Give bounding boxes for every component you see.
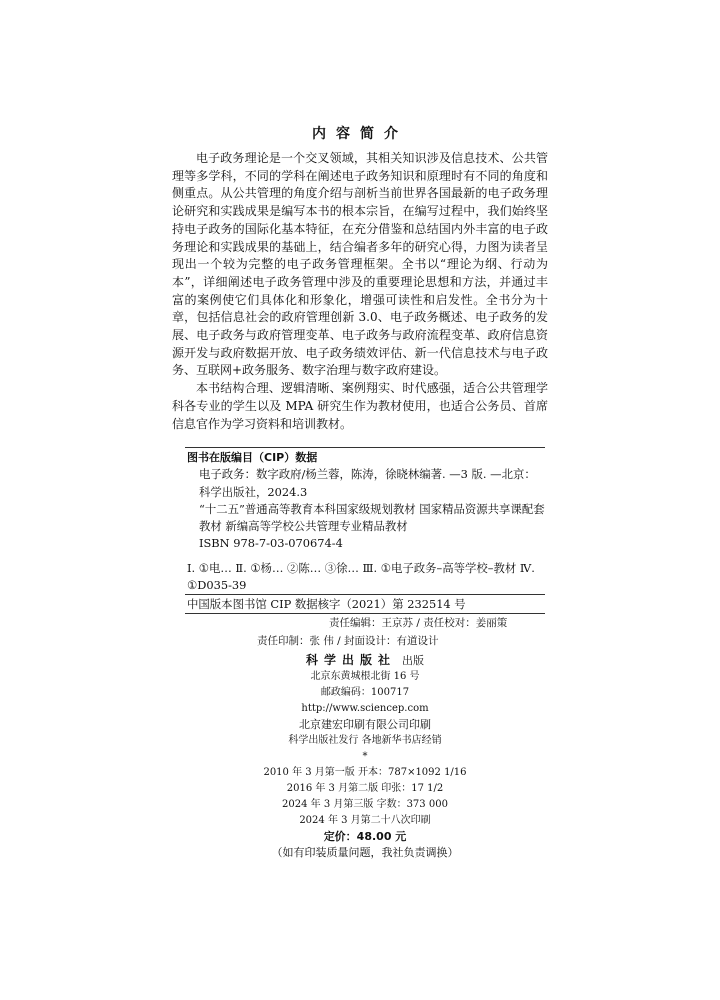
cip-heading: 图书在版编目（CIP）数据: [187, 451, 318, 464]
publisher-name-suffix: 出版: [402, 654, 424, 667]
publisher-block: [185, 652, 545, 861]
quality-note: （如有印装质量问题，我社负责调换）: [271, 846, 459, 859]
cip-core-number-row: [187, 596, 545, 613]
publisher-name-row: [185, 652, 545, 669]
credits: [185, 614, 545, 650]
cip-series: “十二五”普通高等教育本科国家级规划教材 国家精品资源共享课配套教材 新编高等学校公共管理专业精品教材: [199, 501, 545, 534]
cip-middle-rule: [185, 594, 545, 595]
price: 定价：48.00 元: [323, 830, 407, 843]
printer: 北京建宏印刷有限公司印刷: [299, 718, 431, 731]
cip-block: [187, 449, 545, 594]
publisher-postcode: 邮政编码：100717: [320, 687, 410, 698]
separator-star: *: [362, 751, 368, 762]
credits-line-1: 责任编辑：王京苏 / 责任校对：姜丽策: [329, 617, 508, 629]
cip-top-rule: [185, 447, 545, 448]
publisher-address: 北京东黄城根北街 16 号: [310, 671, 420, 682]
edition-line-3: 2024 年 3 月第三版 字数：373 000: [282, 799, 448, 810]
publisher-url: http://www.sciencep.com: [301, 703, 429, 714]
cip-entry: 电子政务：数字政府/杨兰蓉，陈涛，徐晓林编著. —3 版. —北京：科学出版社，2024.3: [199, 467, 536, 499]
distribution: 科学出版社发行 各地新华书店经销: [288, 735, 442, 746]
summary-paragraph-2: 本书结构合理、逻辑清晰、案例翔实、时代感强，适合公共管理学科各专业的学生以及 MPA 研究生作为教材使用，也适合公务员、首席信息官作为学习资料和培训教材。: [172, 381, 548, 431]
edition-line-2: 2016 年 3 月第二版 印张：17 1/2: [286, 783, 444, 794]
credits-line-2: 责任印制：张 伟 / 封面设计：有道设计: [257, 635, 439, 647]
summary-paragraph-1: 电子政务理论是一个交叉领域，其相关知识涉及信息技术、公共管理等多学科，不同的学科在阐述电子政务知识和原理时有不同的角度和侧重点。从公共管理的角度介绍与剖析当前世界各国最新的电子政务理论研究和实践成果是编写本书的根本宗旨，在编写过程中，我们始终坚持电子政务的国际化基本特征，在充分借鉴和总结国内外丰富的电子政务理论和实践成果的基础上，结合编者多年的研究心得，力图为读者呈现出一个较为完整的电子政务管理框架。全书以“理论为纲、行动为本”，详细阐述电子政务管理中涉及的重要理论思想和方法，并通过丰富的案例使它们具体化和形象化，增强可读性和启发性。全书分为十章，包括信息社会的政府管理创新 3.0、电子政务概述、电子政务的发展、电子政务与政府管理变革、电子政务与政府流程变革、政府信息资源开发与政府数据开放、电子政务绩效评估、新一代信息技术与电子政务、互联网+政务服务、数字治理与数字政府建设。: [172, 151, 548, 378]
cip-isbn: ISBN 978-7-03-070674-4: [199, 536, 343, 551]
cip-subjects: Ⅰ. ①电… Ⅱ. ①杨… ②陈… ③徐… Ⅲ. ①电子政务–高等学校–教材 Ⅳ. ①D035-39: [187, 560, 535, 593]
edition-line-4: 2024 年 3 月第二十八次印刷: [299, 815, 431, 826]
edition-line-1: 2010 年 3 月第一版 开本：787×1092 1/16: [263, 767, 467, 778]
summary-body: [172, 150, 548, 433]
summary-title: 内容简介: [312, 126, 408, 142]
publisher-name: 科学出版社: [305, 653, 396, 667]
cip-core-number: 中国版本图书馆 CIP 数据核字（2021）第 232514 号: [187, 597, 466, 611]
